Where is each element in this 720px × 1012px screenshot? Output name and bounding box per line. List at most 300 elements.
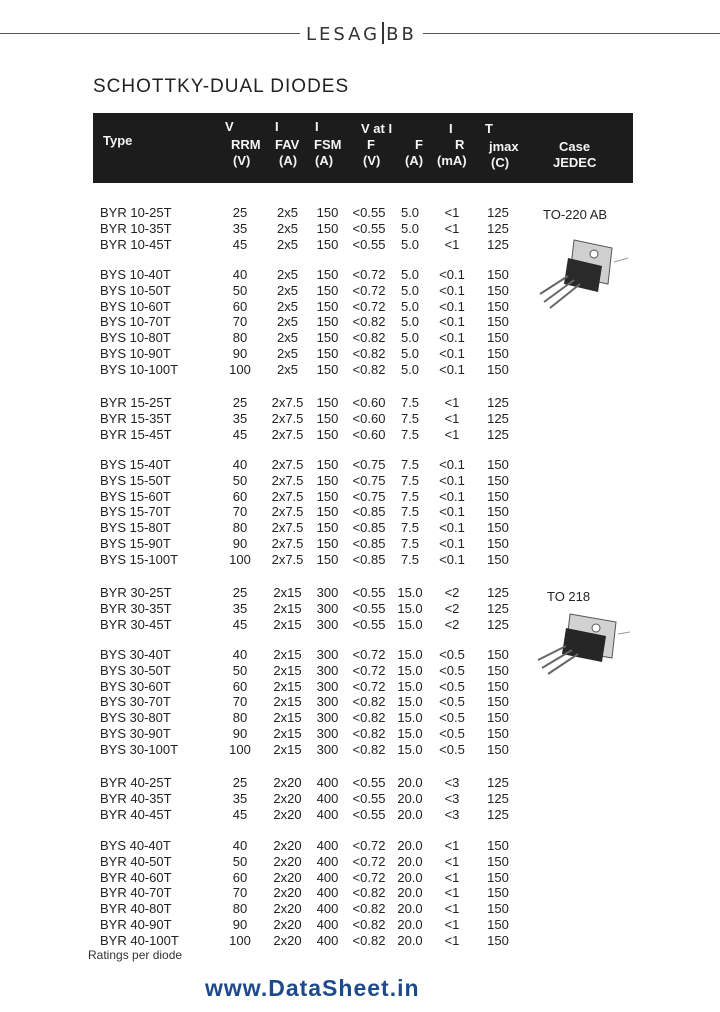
cell-ifsm: 400 xyxy=(316,853,339,869)
cell-vrrm: 50 xyxy=(232,662,248,678)
cell-vrrm: 70 xyxy=(232,314,248,330)
cell-type: BYR 10-45T xyxy=(100,236,172,252)
cell-tj: 125 xyxy=(487,205,509,220)
cell-ifav: 2x7.5 xyxy=(271,395,304,410)
page-title: SCHOTTKY-DUAL DIODES xyxy=(93,76,350,97)
cell-ifav: 2x20 xyxy=(273,775,302,790)
cell-ir: <0.5 xyxy=(439,710,465,726)
cell-vrrm: 45 xyxy=(232,616,248,632)
cell-ifav: 2x5 xyxy=(277,346,298,361)
cell-ir: <0.1 xyxy=(439,504,465,520)
header-if-sub: F xyxy=(415,137,423,152)
cell-vrrm: 60 xyxy=(232,298,248,314)
cell-ifav: 2x7.5 xyxy=(271,410,304,426)
cell-ifav: 2x15 xyxy=(273,600,302,616)
cell-vrrm: 35 xyxy=(232,410,248,426)
cell-if: 7.5 xyxy=(400,472,420,488)
cell-type: BYR 15-45T xyxy=(100,426,172,442)
cell-vrrm: 90 xyxy=(232,726,248,741)
cell-ifav: 2x7.5 xyxy=(271,536,304,551)
cell-ifsm: 400 xyxy=(316,917,339,932)
cell-ifsm: 400 xyxy=(316,869,339,885)
cell-type: BYR 40-25T xyxy=(100,775,172,790)
cell-tj: 150 xyxy=(487,282,509,298)
cell-ir: <1 xyxy=(444,853,460,869)
cell-tj: 150 xyxy=(487,488,509,504)
cell-ir: <1 xyxy=(444,917,460,932)
cell-vrrm: 35 xyxy=(232,600,248,616)
cell-tj: 150 xyxy=(487,267,509,282)
cell-tj: 125 xyxy=(487,220,509,236)
cell-ir: <1 xyxy=(444,885,460,901)
cell-type: BYR 40-60T xyxy=(100,869,172,885)
cell-type: BYS 15-70T xyxy=(100,504,171,520)
cell-vrrm: 45 xyxy=(232,426,248,442)
cell-type: BYR 10-25T xyxy=(100,205,172,220)
cell-if: 20.0 xyxy=(397,838,423,853)
cell-vf: <0.60 xyxy=(352,410,386,426)
cell-tj: 150 xyxy=(487,647,509,662)
cell-ir: <2 xyxy=(444,600,460,616)
header-tj-sub: jmax xyxy=(489,139,519,154)
cell-vrrm: 60 xyxy=(232,488,248,504)
cell-if: 15.0 xyxy=(397,678,423,694)
cell-tj: 150 xyxy=(487,694,509,710)
cell-ifsm: 150 xyxy=(316,472,339,488)
cell-ir: <1 xyxy=(444,205,460,220)
cell-vrrm: 100 xyxy=(229,932,251,948)
cell-ir: <0.1 xyxy=(439,520,465,536)
header-ifav-unit: (A) xyxy=(279,153,298,168)
cell-ifsm: 150 xyxy=(316,488,339,504)
cell-if: 7.5 xyxy=(400,551,420,567)
cell-ifav: 2x20 xyxy=(273,901,302,917)
cell-if: 7.5 xyxy=(400,410,420,426)
cell-tj: 125 xyxy=(487,616,509,632)
cell-if: 5.0 xyxy=(400,361,420,377)
cell-vf: <0.55 xyxy=(352,790,386,806)
cell-ifsm: 300 xyxy=(316,741,339,757)
cell-vrrm: 40 xyxy=(232,457,248,472)
cell-ifav: 2x15 xyxy=(273,585,302,600)
cell-type: BYS 30-40T xyxy=(100,647,171,662)
cell-vf: <0.82 xyxy=(352,901,386,917)
cell-type: BYS 10-100T xyxy=(100,361,179,377)
cell-vrrm: 50 xyxy=(232,282,248,298)
cell-vrrm: 40 xyxy=(232,647,248,662)
cell-ifsm: 150 xyxy=(316,520,339,536)
cell-ifav: 2x7.5 xyxy=(271,426,304,442)
cell-ifsm: 400 xyxy=(316,806,339,822)
cell-vrrm: 80 xyxy=(232,710,248,726)
cell-ifsm: 300 xyxy=(316,710,339,726)
cell-if: 5.0 xyxy=(400,346,420,361)
cell-vf: <0.55 xyxy=(352,616,386,632)
cell-vf: <0.72 xyxy=(352,838,386,853)
cell-vrrm: 80 xyxy=(232,330,248,346)
cell-if: 20.0 xyxy=(397,917,423,932)
cell-vrrm: 25 xyxy=(232,585,248,600)
header-ifav-sub: FAV xyxy=(275,137,300,152)
cell-ifav: 2x15 xyxy=(273,678,302,694)
cell-type: BYS 15-50T xyxy=(100,472,171,488)
cell-ir: <0.1 xyxy=(439,457,465,472)
cell-ir: <1 xyxy=(444,395,460,410)
cell-ifav: 2x20 xyxy=(273,932,302,948)
cell-vf: <0.72 xyxy=(352,282,386,298)
cell-type: BYR 30-35T xyxy=(100,600,172,616)
cell-vrrm: 80 xyxy=(232,520,248,536)
cell-ifsm: 400 xyxy=(316,932,339,948)
cell-vf: <0.55 xyxy=(352,205,386,220)
cell-vrrm: 35 xyxy=(232,220,248,236)
header-ir-symbol: I xyxy=(449,121,453,136)
cell-ifav: 2x5 xyxy=(277,236,298,252)
cell-tj: 125 xyxy=(487,585,509,600)
cell-type: BYS 15-60T xyxy=(100,488,171,504)
header-vf-unit: (V) xyxy=(363,153,381,168)
cell-vf: <0.85 xyxy=(352,551,386,567)
cell-vf: <0.82 xyxy=(352,346,386,361)
cell-ir: <1 xyxy=(444,220,460,236)
cell-tj: 150 xyxy=(487,520,509,536)
cell-if: 5.0 xyxy=(400,330,420,346)
cell-type: BYS 15-80T xyxy=(100,520,171,536)
cell-vf: <0.55 xyxy=(352,775,386,790)
cell-if: 15.0 xyxy=(397,741,423,757)
company-logo: LESAG BB xyxy=(300,22,423,45)
cell-ifav: 2x5 xyxy=(277,267,298,282)
cell-if: 7.5 xyxy=(400,457,420,472)
cell-tj: 125 xyxy=(487,806,509,822)
cell-vrrm: 70 xyxy=(232,694,248,710)
cell-ifsm: 150 xyxy=(316,298,339,314)
cell-vrrm: 50 xyxy=(232,853,248,869)
cell-vf: <0.72 xyxy=(352,267,386,282)
cell-ifav: 2x7.5 xyxy=(271,457,304,472)
cell-if: 7.5 xyxy=(400,536,420,551)
cell-type: BYR 15-35T xyxy=(100,410,172,426)
cell-vf: <0.82 xyxy=(352,932,386,948)
cell-ifav: 2x15 xyxy=(273,647,302,662)
cell-ifav: 2x5 xyxy=(277,361,298,377)
header-vrrm-symbol: V xyxy=(225,119,234,134)
cell-tj: 150 xyxy=(487,917,509,932)
cell-type: BYS 10-50T xyxy=(100,282,171,298)
header-ifsm-sub: FSM xyxy=(314,137,342,152)
cell-ifsm: 150 xyxy=(316,282,339,298)
cell-ir: <0.5 xyxy=(439,662,465,678)
header-case: Case xyxy=(559,139,591,154)
case-label-to220: TO-220 AB xyxy=(543,207,608,222)
header-ifav-symbol: I xyxy=(275,119,279,134)
cell-if: 5.0 xyxy=(400,205,420,220)
cell-tj: 150 xyxy=(487,662,509,678)
cell-ifav: 2x15 xyxy=(273,694,302,710)
cell-type: BYS 30-50T xyxy=(100,662,171,678)
table-header xyxy=(93,113,633,183)
cell-type: BYS 10-40T xyxy=(100,267,171,282)
cell-vf: <0.82 xyxy=(352,694,386,710)
cell-type: BYR 40-80T xyxy=(100,901,172,917)
header-ir-unit: (mA) xyxy=(437,153,467,168)
cell-if: 7.5 xyxy=(400,426,420,442)
cell-vf: <0.82 xyxy=(352,917,386,932)
cell-tj: 150 xyxy=(487,885,509,901)
cell-ir: <0.1 xyxy=(439,314,465,330)
cell-type: BYS 30-80T xyxy=(100,710,171,726)
cell-type: BYS 30-90T xyxy=(100,726,171,741)
cell-ifsm: 150 xyxy=(316,346,339,361)
cell-if: 20.0 xyxy=(397,932,423,948)
cell-ifav: 2x5 xyxy=(277,298,298,314)
cell-ifsm: 300 xyxy=(316,694,339,710)
header-vf-sub: F xyxy=(367,137,375,152)
cell-vrrm: 35 xyxy=(232,790,248,806)
cell-type: BYS 30-100T xyxy=(100,741,179,757)
cell-ir: <0.1 xyxy=(439,298,465,314)
cell-vrrm: 70 xyxy=(232,504,248,520)
cell-if: 20.0 xyxy=(397,869,423,885)
cell-ir: <0.1 xyxy=(439,346,465,361)
cell-ir: <3 xyxy=(444,806,460,822)
cell-ifav: 2x20 xyxy=(273,853,302,869)
cell-vf: <0.72 xyxy=(352,662,386,678)
cell-tj: 125 xyxy=(487,790,509,806)
cell-ir: <2 xyxy=(444,616,460,632)
cell-ifav: 2x15 xyxy=(273,710,302,726)
cell-tj: 125 xyxy=(487,395,509,410)
cell-ir: <0.5 xyxy=(439,741,465,757)
cell-vf: <0.75 xyxy=(352,472,386,488)
cell-type: BYR 30-25T xyxy=(100,585,172,600)
cell-tj: 150 xyxy=(487,551,509,567)
cell-vf: <0.55 xyxy=(352,236,386,252)
cell-vf: <0.55 xyxy=(352,220,386,236)
cell-vf: <0.72 xyxy=(352,869,386,885)
cell-tj: 150 xyxy=(487,472,509,488)
cell-ifav: 2x5 xyxy=(277,330,298,346)
cell-tj: 125 xyxy=(487,426,509,442)
cell-type: BYS 15-90T xyxy=(100,536,171,551)
cell-ifsm: 150 xyxy=(316,504,339,520)
cell-ifsm: 300 xyxy=(316,647,339,662)
cell-ifav: 2x20 xyxy=(273,806,302,822)
cell-ifav: 2x7.5 xyxy=(271,504,304,520)
cell-ifsm: 150 xyxy=(316,267,339,282)
cell-if: 20.0 xyxy=(397,775,423,790)
cell-ifsm: 150 xyxy=(316,426,339,442)
cell-vrrm: 100 xyxy=(229,361,251,377)
footnote: Ratings per diode xyxy=(88,948,183,962)
cell-if: 15.0 xyxy=(397,585,423,600)
cell-vf: <0.82 xyxy=(352,314,386,330)
cell-ifav: 2x5 xyxy=(277,220,298,236)
cell-tj: 125 xyxy=(487,775,509,790)
cell-ir: <0.1 xyxy=(439,488,465,504)
cell-ir: <0.1 xyxy=(439,536,465,551)
watermark: www.DataSheet.in xyxy=(205,975,420,1001)
cell-ifav: 2x7.5 xyxy=(271,488,304,504)
cell-tj: 150 xyxy=(487,504,509,520)
cell-vrrm: 40 xyxy=(232,267,248,282)
cell-type: BYS 10-90T xyxy=(100,346,171,361)
cell-type: BYR 40-45T xyxy=(100,806,172,822)
cell-vrrm: 90 xyxy=(232,536,248,551)
cell-ifsm: 300 xyxy=(316,662,339,678)
cell-vrrm: 25 xyxy=(232,395,248,410)
cell-ifav: 2x20 xyxy=(273,917,302,932)
cell-vf: <0.85 xyxy=(352,504,386,520)
cell-ir: <0.1 xyxy=(439,267,465,282)
cell-ifsm: 150 xyxy=(316,536,339,551)
cell-ifsm: 150 xyxy=(316,220,339,236)
cell-tj: 150 xyxy=(487,726,509,741)
cell-vf: <0.82 xyxy=(352,710,386,726)
cell-ifsm: 300 xyxy=(316,616,339,632)
cell-vf: <0.72 xyxy=(352,647,386,662)
cell-if: 15.0 xyxy=(397,662,423,678)
cell-vrrm: 90 xyxy=(232,917,248,932)
cell-type: BYR 40-50T xyxy=(100,853,172,869)
cell-ifsm: 400 xyxy=(316,885,339,901)
cell-vf: <0.82 xyxy=(352,726,386,741)
header-ifsm-unit: (A) xyxy=(315,153,334,168)
cell-ifav: 2x5 xyxy=(277,205,298,220)
cell-ir: <1 xyxy=(444,901,460,917)
cell-ir: <0.1 xyxy=(439,361,465,377)
cell-vf: <0.85 xyxy=(352,536,386,551)
cell-if: 15.0 xyxy=(397,726,423,741)
cell-vf: <0.82 xyxy=(352,885,386,901)
cell-vrrm: 60 xyxy=(232,869,248,885)
cell-ir: <0.1 xyxy=(439,472,465,488)
cell-vf: <0.55 xyxy=(352,600,386,616)
cell-ifsm: 150 xyxy=(316,330,339,346)
cell-ifsm: 150 xyxy=(316,551,339,567)
cell-if: 7.5 xyxy=(400,488,420,504)
cell-vf: <0.82 xyxy=(352,741,386,757)
cell-ifsm: 150 xyxy=(316,314,339,330)
cell-vrrm: 45 xyxy=(232,236,248,252)
cell-ifsm: 300 xyxy=(316,600,339,616)
cell-if: 20.0 xyxy=(397,853,423,869)
cell-vf: <0.85 xyxy=(352,520,386,536)
cell-type: BYR 30-45T xyxy=(100,616,172,632)
cell-ir: <1 xyxy=(444,426,460,442)
cell-if: 15.0 xyxy=(397,710,423,726)
cell-type: BYS 10-60T xyxy=(100,298,171,314)
cell-type: BYR 40-90T xyxy=(100,917,172,932)
header-ir-sub: R xyxy=(455,137,465,152)
cell-ir: <0.5 xyxy=(439,726,465,741)
cell-vrrm: 50 xyxy=(232,472,248,488)
cell-ifav: 2x15 xyxy=(273,662,302,678)
cell-type: BYR 40-35T xyxy=(100,790,172,806)
cell-ifav: 2x15 xyxy=(273,726,302,741)
cell-ifav: 2x20 xyxy=(273,869,302,885)
cell-type: BYS 15-100T xyxy=(100,551,179,567)
cell-if: 5.0 xyxy=(400,282,420,298)
cell-if: 7.5 xyxy=(400,395,420,410)
cell-tj: 150 xyxy=(487,330,509,346)
cell-vf: <0.82 xyxy=(352,361,386,377)
cell-tj: 150 xyxy=(487,838,509,853)
header-vrrm-unit: (V) xyxy=(233,153,251,168)
cell-if: 20.0 xyxy=(397,806,423,822)
cell-ir: <1 xyxy=(444,932,460,948)
cell-tj: 150 xyxy=(487,298,509,314)
cell-ir: <1 xyxy=(444,410,460,426)
header-tj-unit: (C) xyxy=(491,155,510,170)
cell-vf: <0.72 xyxy=(352,853,386,869)
cell-ifav: 2x20 xyxy=(273,790,302,806)
header-ifsm-symbol: I xyxy=(315,119,319,134)
cell-type: BYR 10-35T xyxy=(100,220,172,236)
cell-tj: 150 xyxy=(487,536,509,551)
cell-ir: <1 xyxy=(444,236,460,252)
cell-ifav: 2x5 xyxy=(277,314,298,330)
header-tj-symbol: T xyxy=(485,121,493,136)
cell-tj: 150 xyxy=(487,361,509,377)
cell-ifav: 2x20 xyxy=(273,885,302,901)
cell-type: BYS 30-70T xyxy=(100,694,171,710)
cell-ir: <0.5 xyxy=(439,694,465,710)
cell-vrrm: 60 xyxy=(232,678,248,694)
cell-if: 5.0 xyxy=(400,220,420,236)
cell-ifav: 2x7.5 xyxy=(271,472,304,488)
case-label-to218: TO 218 xyxy=(547,589,591,604)
cell-vf: <0.75 xyxy=(352,488,386,504)
cell-tj: 150 xyxy=(487,710,509,726)
cell-ifav: 2x7.5 xyxy=(271,551,304,567)
cell-ifav: 2x5 xyxy=(277,282,298,298)
cell-vrrm: 45 xyxy=(232,806,248,822)
cell-vf: <0.72 xyxy=(352,678,386,694)
to218-package-image xyxy=(532,608,632,680)
cell-ifsm: 150 xyxy=(316,410,339,426)
cell-vf: <0.55 xyxy=(352,806,386,822)
cell-type: BYS 15-40T xyxy=(100,457,171,472)
cell-ir: <0.1 xyxy=(439,282,465,298)
cell-ifsm: 150 xyxy=(316,457,339,472)
header-jedec: JEDEC xyxy=(553,155,597,170)
cell-vrrm: 25 xyxy=(232,775,248,790)
cell-vrrm: 90 xyxy=(232,346,248,361)
cell-ir: <3 xyxy=(444,790,460,806)
cell-ifsm: 150 xyxy=(316,395,339,410)
cell-vrrm: 25 xyxy=(232,205,248,220)
cell-vrrm: 40 xyxy=(232,838,248,853)
cell-tj: 150 xyxy=(487,346,509,361)
cell-ifav: 2x20 xyxy=(273,838,302,853)
cell-tj: 125 xyxy=(487,236,509,252)
cell-ifsm: 400 xyxy=(316,838,339,853)
cell-type: BYS 40-40T xyxy=(100,838,171,853)
cell-vrrm: 70 xyxy=(232,885,248,901)
header-type: Type xyxy=(103,133,133,148)
cell-ir: <0.5 xyxy=(439,647,465,662)
cell-vrrm: 100 xyxy=(229,741,251,757)
cell-if: 5.0 xyxy=(400,314,420,330)
cell-if: 15.0 xyxy=(397,600,423,616)
cell-if: 20.0 xyxy=(397,885,423,901)
cell-ifsm: 150 xyxy=(316,236,339,252)
cell-vf: <0.55 xyxy=(352,585,386,600)
cell-ifsm: 300 xyxy=(316,678,339,694)
cell-tj: 125 xyxy=(487,410,509,426)
cell-tj: 150 xyxy=(487,314,509,330)
